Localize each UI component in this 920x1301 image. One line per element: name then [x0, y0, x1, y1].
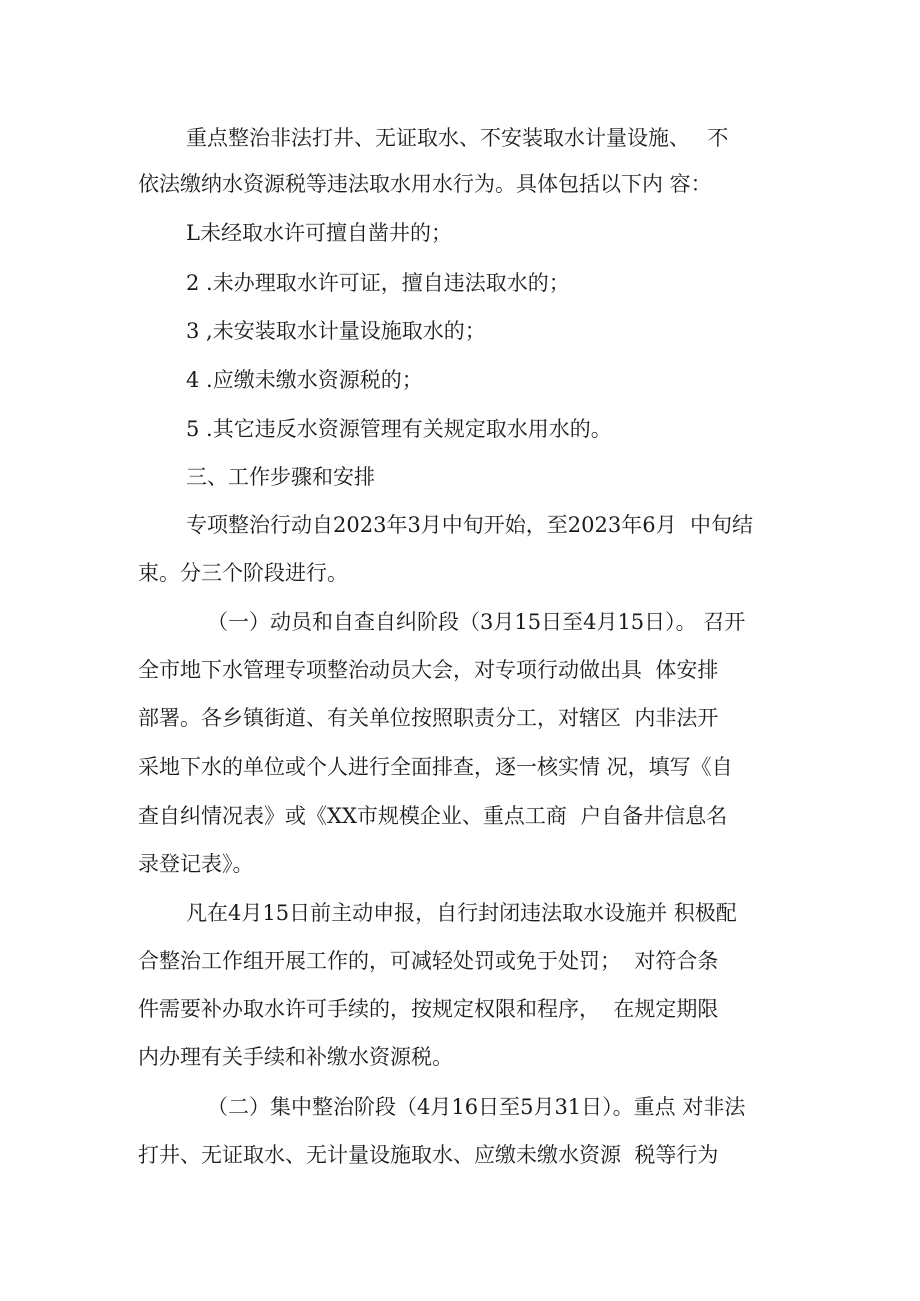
paragraph-line: 重点整治非法打井、无证取水、不安装取水计量设施、 不 — [186, 126, 729, 150]
paragraph-line: 件需要补办取水许可手续的，按规定权限和程序， 在规定期限 — [138, 997, 719, 1021]
paragraph-line: 录登记表》。 — [138, 852, 254, 876]
paragraph-line: （二）集中整治阶段（4月16日至5月31日）。重点 对非法 — [207, 1095, 746, 1119]
paragraph-line: 依法缴纳水资源税等违法取水用水行为。具体包括以下内 容： — [138, 172, 712, 196]
paragraph-line: 内办理有关手续和补缴水资源税。 — [138, 1045, 453, 1069]
list-item: 2 .未办理取水许可证，擅自违法取水的； — [186, 271, 570, 295]
paragraph-line: （一）动员和自查自纠阶段（3月15日至4月15日）。 召开 — [207, 610, 746, 634]
paragraph-line: 采地下水的单位或个人进行全面排查，逐一核实情 况，填写《自 — [138, 755, 733, 779]
paragraph-line: 全市地下水管理专项整治动员大会，对专项行动做出具 体安排 — [138, 658, 719, 682]
paragraph-line: 束。分三个阶段进行。 — [138, 561, 348, 585]
section-heading: 三、工作步骤和安排 — [186, 465, 375, 489]
list-item: L未经取水许可擅自凿井的； — [186, 221, 452, 245]
paragraph-line: 部署。各乡镇街道、有关单位按照职责分工，对辖区 内非法开 — [138, 706, 719, 730]
paragraph-line: 凡在4月15日前主动申报，自行封闭违法取水设施并 积极配 — [186, 901, 737, 925]
paragraph-line: 合整治工作组开展工作的，可减轻处罚或免于处罚； 对符合条 — [138, 949, 719, 973]
paragraph-line: 打井、无证取水、无计量设施取水、应缴未缴水资源 税等行为 — [138, 1143, 719, 1167]
paragraph-line: 查自纠情况表》或《XX市规模企业、重点工商 户自备井信息名 — [138, 804, 728, 828]
list-item: 4 .应缴未缴水资源税的； — [186, 368, 423, 392]
paragraph-line: 专项整治行动自2023年3月中旬开始，至2023年6月 中旬结 — [186, 513, 753, 537]
list-item: 5 .其它违反水资源管理有关规定取水用水的。 — [186, 417, 612, 441]
list-item: 3 ,未安装取水计量设施取水的； — [186, 319, 486, 343]
